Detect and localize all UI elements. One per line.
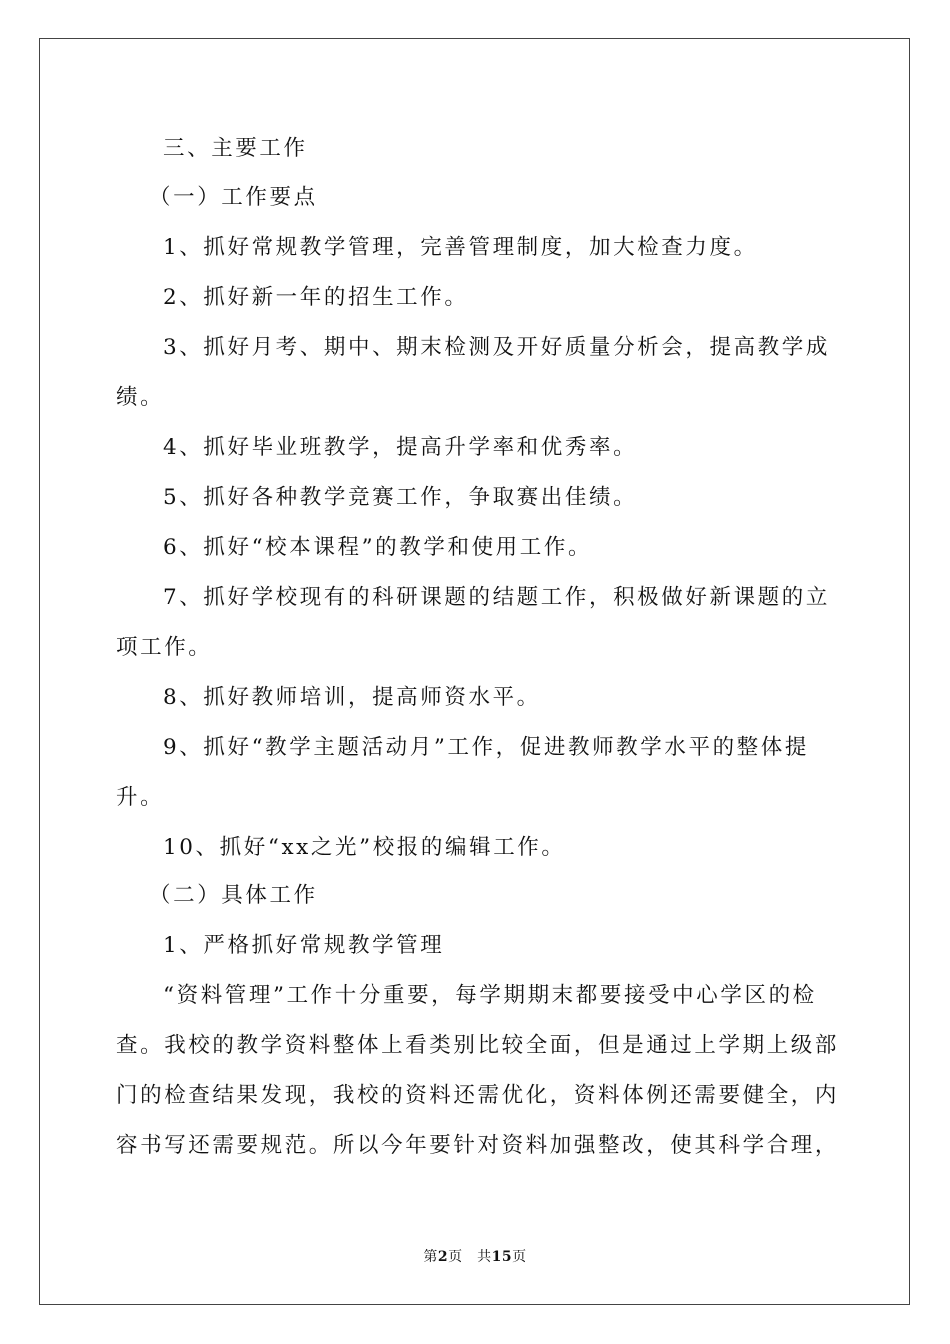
paragraph-line: “资料管理”工作十分重要，每学期期末都要接受中心学区的检 — [163, 983, 817, 1008]
paragraph-line: 5、抓好各种教学竞赛工作，争取赛出佳绩。 — [163, 485, 638, 510]
paragraph-line: 2、抓好新一年的招生工作。 — [163, 285, 469, 310]
page-footer — [0, 1248, 950, 1266]
paragraph-line: 3、抓好月考、期中、期末检测及开好质量分析会，提高教学成 — [163, 335, 830, 360]
paragraph-line: 9、抓好“教学主题活动月”工作，促进教师教学水平的整体提 — [163, 735, 809, 760]
paragraph-line: 6、抓好“校本课程”的教学和使用工作。 — [163, 535, 593, 560]
section-heading: 三、主要工作 — [163, 136, 308, 161]
footer-suffix: 页 — [512, 1249, 527, 1265]
paragraph-line: 8、抓好教师培训，提高师资水平。 — [163, 685, 541, 710]
paragraph-line: 绩。 — [116, 385, 165, 410]
page-border — [39, 38, 910, 1305]
paragraph-line: 容书写还需要规范。所以今年要针对资料加强整改，使其科学合理， — [116, 1133, 840, 1158]
footer-mid: 页 共 — [448, 1249, 492, 1265]
paragraph-line: 查。我校的教学资料整体上看类别比较全面，但是通过上学期上级部 — [116, 1033, 840, 1058]
paragraph-line: 1、严格抓好常规教学管理 — [163, 933, 445, 958]
footer-page-total: 15 — [491, 1249, 513, 1265]
paragraph-line: 4、抓好毕业班教学，提高升学率和优秀率。 — [163, 435, 638, 460]
footer-prefix: 第 — [423, 1249, 438, 1265]
paragraph-line: 7、抓好学校现有的科研课题的结题工作，积极做好新课题的立 — [163, 585, 830, 610]
subsection-heading: （二）具体工作 — [149, 883, 318, 908]
subsection-heading: （一）工作要点 — [149, 185, 318, 210]
paragraph-line: 10、抓好“xx之光”校报的编辑工作。 — [163, 835, 566, 860]
paragraph-line: 升。 — [116, 785, 165, 810]
paragraph-line: 项工作。 — [116, 635, 213, 660]
paragraph-line: 1、抓好常规教学管理，完善管理制度，加大检查力度。 — [163, 235, 758, 260]
paragraph-line: 门的检查结果发现，我校的资料还需优化，资料体例还需要健全，内 — [116, 1083, 840, 1108]
footer-page-current: 2 — [437, 1249, 449, 1265]
